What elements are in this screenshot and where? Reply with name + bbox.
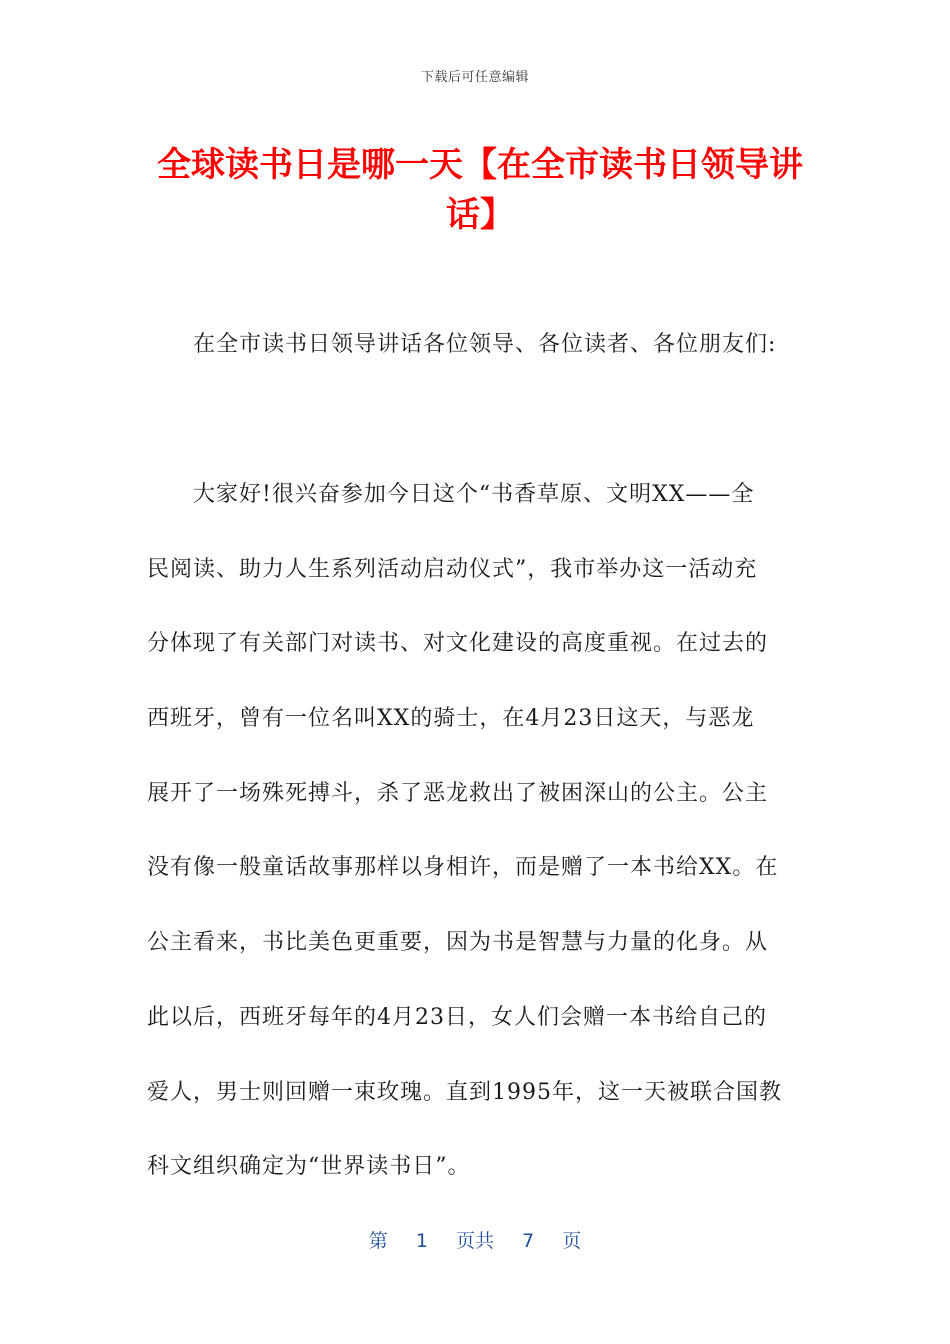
paragraph-line: 大家好!很兴奋参加今日这个“书香草原、文明XX——全 [193,482,755,507]
paragraph-line: 民阅读、助力人生系列活动启动仪式”，我市举办这一活动充 [147,556,758,582]
paragraph-line: 公主看来，书比美色更重要，因为书是智慧与力量的化身。从 [147,930,769,956]
paragraph-line: 爱人，男士则回赠一束玫瑰。直到1995年，这一天被联合国教 [147,1079,782,1105]
document-title: 全球读书日是哪一天【在全市读书日领导讲话】 [157,145,803,235]
page-header: 下载后可任意编辑 [420,70,529,85]
total-page-count: 7 [522,1230,535,1252]
page-footer [0,1226,950,1253]
footer-label-ye: 页 [562,1230,582,1252]
footer-label-ye-gong: 页共 [455,1230,494,1252]
greeting-paragraph: 在全市读书日领导讲话各位领导、各位读者、各位朋友们: [193,332,777,357]
current-page-number: 1 [415,1230,428,1252]
body-paragraph [147,478,807,1225]
paragraph-line: 分体现了有关部门对读书、对文化建设的高度重视。在过去的 [147,631,769,657]
paragraph-line: 西班牙，曾有一位名叫XX的骑士，在4月23日这天，与恶龙 [147,706,755,732]
paragraph-line: 展开了一场殊死搏斗，杀了恶龙救出了被困深山的公主。公主 [147,780,769,806]
paragraph-line: 此以后，西班牙每年的4月23日，女人们会赠一本书给自己的 [147,1004,767,1030]
footer-label-di: 第 [368,1230,388,1252]
paragraph-line: 没有像一般童话故事那样以身相许，而是赠了一本书给XX。在 [147,855,779,881]
paragraph-line: 科文组织确定为“世界读书日”。 [147,1154,471,1180]
